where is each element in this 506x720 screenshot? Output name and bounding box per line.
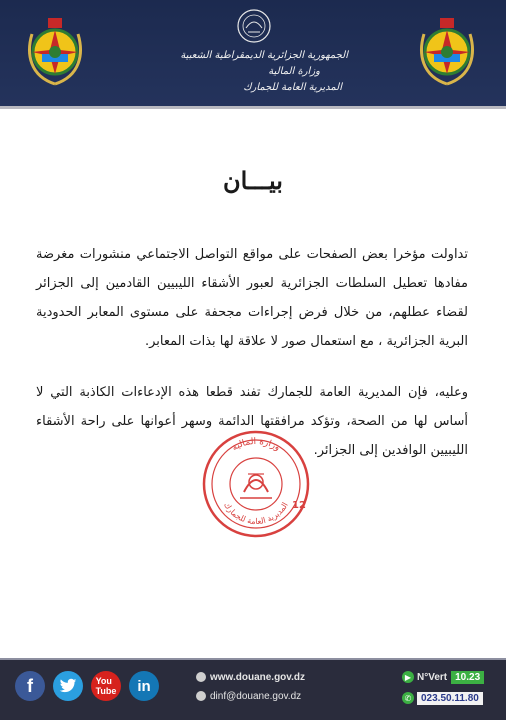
website-text: www.douane.gov.dz [210, 672, 305, 683]
phone-icon: ✆ [402, 692, 414, 704]
letterhead-center [150, 6, 360, 102]
stamp-number: 12 [292, 500, 306, 511]
green-number-value[interactable]: 10.23 [451, 671, 484, 684]
play-arrow-icon: ▶ [402, 671, 414, 683]
customs-emblem-left [24, 14, 86, 86]
email-icon [196, 691, 206, 701]
header-directorate-name: المديرية العامة للجمارك [243, 82, 342, 93]
contact-footer [0, 658, 506, 720]
phone-number[interactable]: 023.50.11.80 [417, 692, 483, 705]
globe-icon [196, 672, 206, 682]
facebook-icon[interactable]: f [15, 671, 45, 701]
email-text: dinf@douane.gov.dz [210, 691, 302, 702]
letterhead-banner [0, 0, 506, 109]
twitter-icon[interactable] [53, 671, 83, 701]
customs-emblem-right [416, 14, 478, 86]
website-link[interactable] [210, 672, 305, 683]
svg-text:وزارة المالية [230, 437, 281, 453]
svg-text:المديرية العامة للجمارك [222, 501, 290, 526]
republic-seal-icon [234, 8, 274, 44]
email-link[interactable] [210, 691, 301, 702]
stamp-top-text: وزارة المالية [230, 436, 282, 454]
statement-paragraph-2: وعليه، فإن المديرية العامة للجمارك تفند قطعا هذه الإدعاءات الكاذبة التي لا أساس لها من الصحة، وتؤكد مرافقتها الدائمة وسهر أعوانها على راحة الأشقاء الليبيين الوافدين إلى الجزائر. [36, 385, 468, 458]
linkedin-icon[interactable]: in [129, 671, 159, 701]
twitter-bird-icon [59, 678, 77, 694]
statement-paragraph-1: تداولت مؤخرا بعض الصفحات على مواقع التواصل الاجتماعي منشورات مغرضة مفادها تعطيل السلطات الجزائرية لعبور الأشقاء الليبيين القادمين إلى الجزائر لقضاء عطلهم، من خلال فرض إجراءات مجحفة على مستوى المعابر الحدودية البرية الجزائرية ، مع استعمال صور لا علاقة لها بذات المعابر. [36, 247, 468, 349]
green-number-row [402, 670, 484, 684]
header-republic-name: الجمهورية الجزائرية الديمقراطية الشعبية [180, 50, 348, 61]
statement-title: بيـــان [223, 166, 283, 195]
green-number-label: N°Vert [417, 671, 448, 683]
official-stamp [200, 428, 312, 540]
header-ministry-name: وزارة المالية [268, 66, 320, 77]
footer-divider [0, 658, 506, 660]
phone-row [402, 691, 483, 705]
youtube-icon[interactable]: You Tube [91, 671, 121, 701]
stamp-bottom-text: المديرية العامة للجمارك [222, 500, 290, 527]
